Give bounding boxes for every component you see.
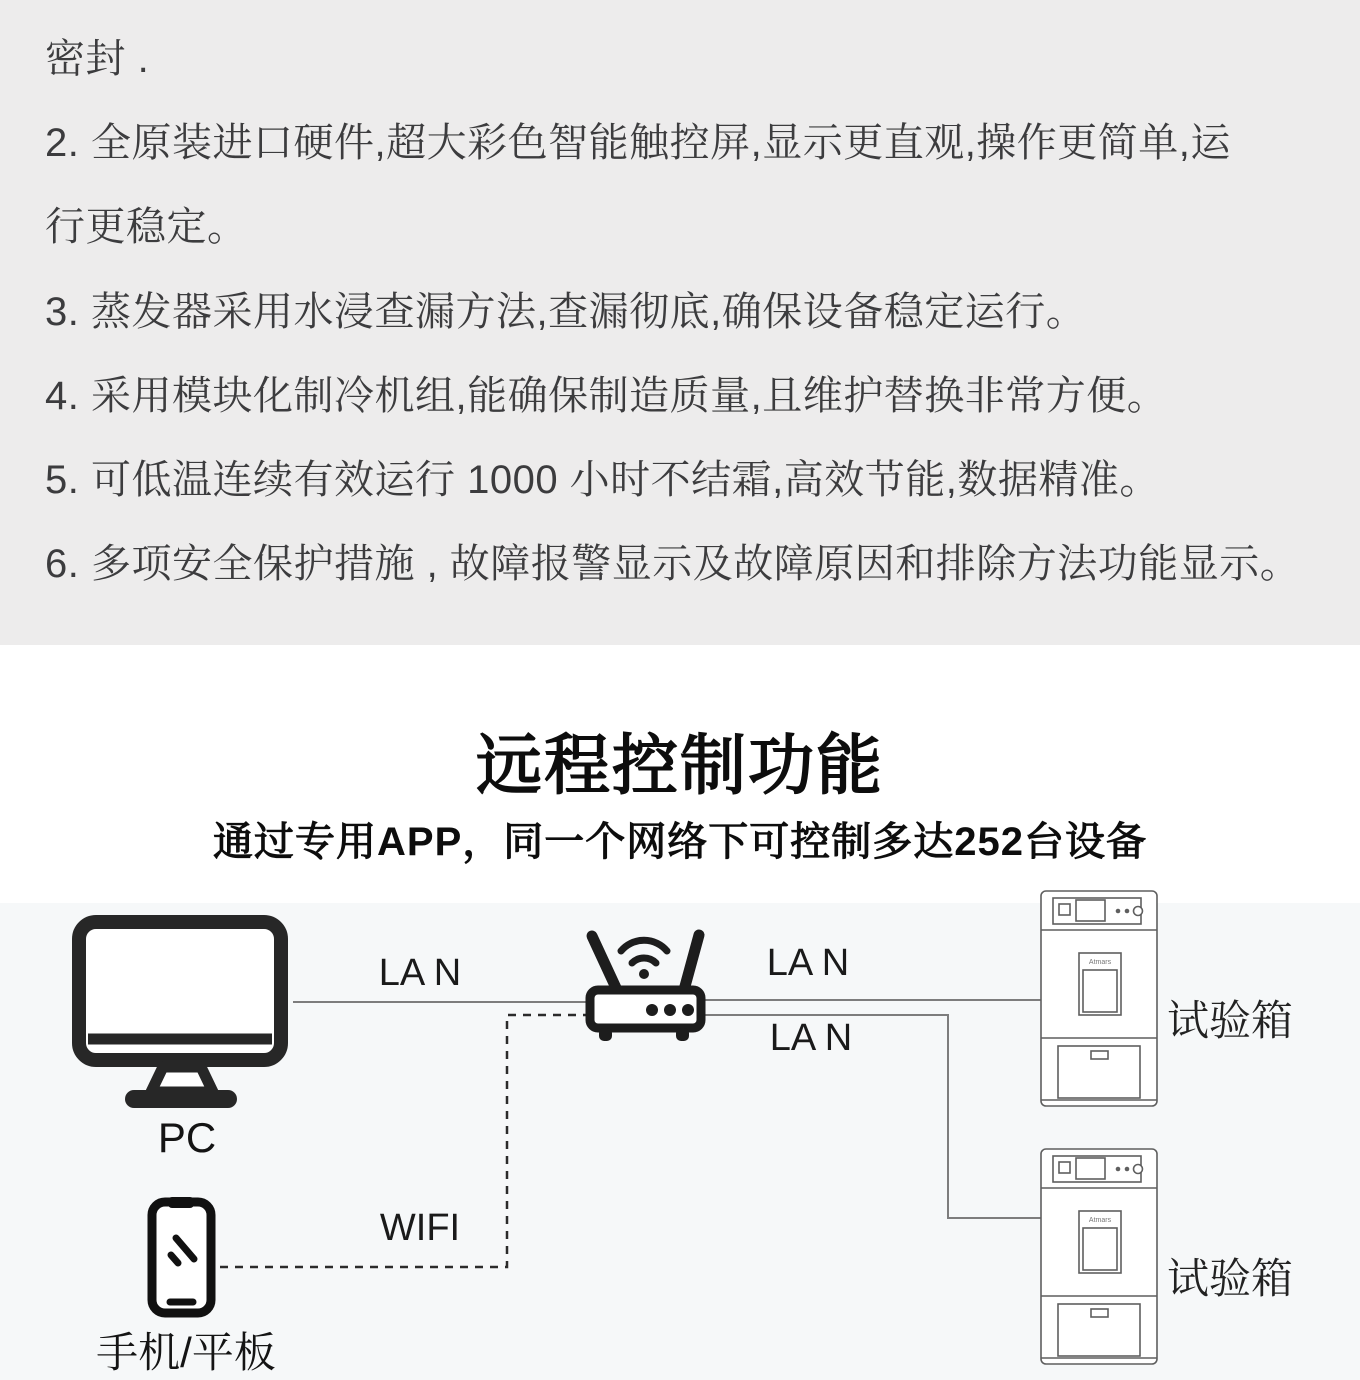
router-icon	[590, 935, 701, 1041]
lan-label-1: LA N	[378, 952, 462, 994]
lan-line-router-to-chamber-2	[703, 1015, 1041, 1218]
lan-label-3: LA N	[769, 1017, 853, 1059]
chamber-brand-label: Atmars	[1088, 1217, 1112, 1224]
chamber-label-2: 试验箱	[1167, 1255, 1294, 1302]
wifi-label: WIFI	[379, 1207, 461, 1249]
phone-icon	[152, 1197, 211, 1313]
lan-label-2: LA N	[766, 942, 850, 984]
chamber-brand-label: Atmars	[1088, 959, 1112, 966]
feature-line: 6. 多项安全保护措施 , 故障报警显示及故障原因和排除方法功能显示。	[45, 542, 1301, 586]
feature-line: 2. 全原装进口硬件,超大彩色智能触控屏,显示更直观,操作更简单,运	[45, 121, 1231, 165]
chamber-label-1: 试验箱	[1167, 997, 1294, 1044]
feature-line: 3. 蒸发器采用水浸查漏方法,查漏彻底,确保设备稳定运行。	[45, 290, 1087, 334]
feature-line: 密封 .	[45, 37, 150, 81]
remote-control-title: 远程控制功能	[476, 728, 884, 802]
feature-line: 行更稳定。	[45, 205, 248, 249]
pc-icon	[79, 922, 281, 1108]
remote-control-subtitle: 通过专用APP，同一个网络下可控制多达252台设备	[213, 820, 1147, 864]
phone-label: 手机/平板	[96, 1329, 276, 1376]
test-chamber-icon-1	[1041, 891, 1157, 1106]
pc-label: PC	[157, 1114, 217, 1161]
feature-line: 4. 采用模块化制冷机组,能确保制造质量,且维护替换非常方便。	[45, 374, 1168, 418]
test-chamber-icon-2	[1041, 1149, 1157, 1364]
network-diagram	[0, 880, 1360, 1380]
feature-line: 5. 可低温连续有效运行 1000 小时不结霜,高效节能,数据精准。	[45, 458, 1160, 502]
